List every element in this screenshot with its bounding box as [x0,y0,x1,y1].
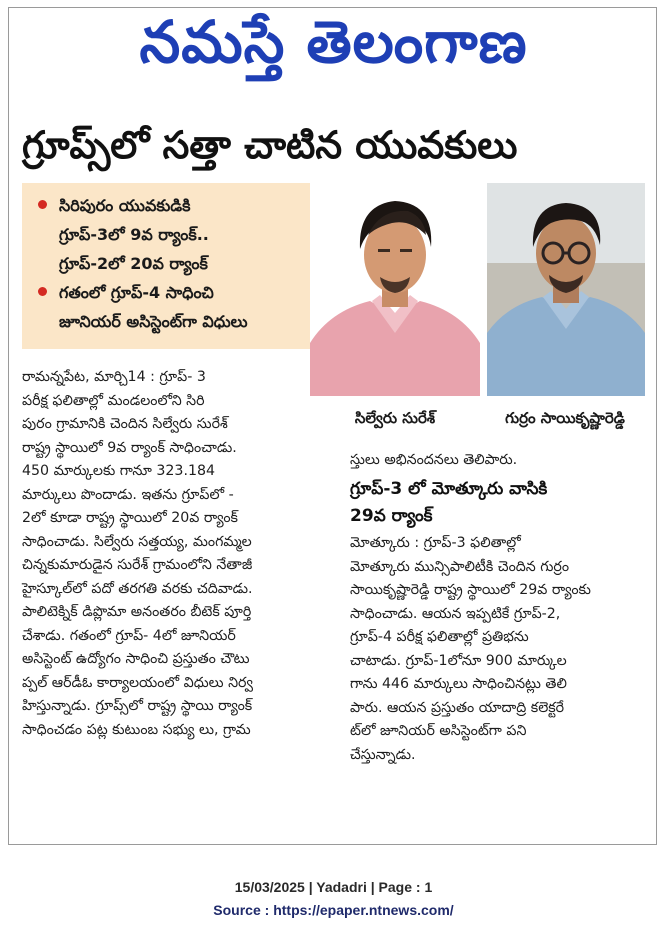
photo-saikrishna-reddy [487,183,645,396]
story-line: రామన్నపేట, మార్చి14 : గ్రూప్- 3 [22,369,206,385]
story-line: చాటాడు. గ్రూప్-1లోనూ 900 మార్కుల [350,652,567,669]
highlight-line: గతంలో గ్రూప్-4 సాధించి [59,283,214,302]
headline: గ్రూప్స్‌లో సత్తా చాటిన యువకులు [22,123,518,167]
story-continuation [350,449,646,473]
story-line: చేశాడు. గతంలో గ్రూప్- 4లో జూనియర్ [22,627,236,644]
masthead-logo: నమస్తే తెలంగాణ [139,8,528,76]
story-line: 2లో కూడా రాష్ట్ర స్థాయిలో 20వ ర్యాంక్ [22,510,238,526]
story-line: గాను 446 మార్కులు సాధించినట్లు తెలి [350,676,567,692]
story-left-column [22,366,322,742]
highlight-line: గ్రూప్-2లో 20వ ర్యాంక్ [59,254,208,273]
story-line: స్తులు అభినందనలు తెలిపారు. [350,452,518,468]
bullet-icon [38,287,47,296]
subheadline-line: 29వ ర్యాంక్ [350,506,433,526]
story-line: అసిస్టెంట్ ఉద్యోగం సాధించి ప్రస్తుతం చౌటు [22,651,250,667]
highlight-line: సిరిపురం యువకుడికి [59,196,191,215]
footer-source-link[interactable]: Source : https://epaper.ntnews.com/ [213,902,454,918]
highlight-item [34,191,328,278]
story-right-column [350,532,646,767]
story-line: సాధించాడు. ఆయన ఇప్పటికే గ్రూప్-2, [350,605,561,622]
story-line: చిన్నకుమారుడైన సురేశ్ గ్రామంలోని నేతాజీ [22,557,253,573]
photo-caption-right: గుర్రం సాయికృష్ణారెడ్డి [505,409,625,427]
story-line: పరీక్ష ఫలితాల్లో మండలంలోని సిరి [22,392,205,409]
subheadline [350,476,646,530]
highlight-line: గ్రూప్-3లో 9వ ర్యాంక్.. [59,225,209,244]
story-line: పాలిటెక్నిక్ డిప్లొమా అనంతరం బీటెక్ పూర్తి [22,604,252,620]
story-line: ట్‌లో జూనియర్ అసిస్టెంట్‌గా పని [350,723,527,739]
bullet-icon [38,200,47,209]
story-line: సాధించాడు. సిల్వేరు సత్తయ్య, మంగమ్మల [22,533,252,550]
story-line: సాధించడం పట్ల కుటుంబ సభ్యు లు, గ్రామ [22,721,251,738]
portrait-image [487,183,645,396]
story-line: హిస్తున్నాడు. గ్రూప్స్‌లో రాష్ట్ర స్థాయి ర్యాంక్ [22,698,253,714]
footer-dateline: 15/03/2025 | Yadadri | Page : 1 [234,879,433,895]
story-line: గ్రూప్-4 పరీక్ష ఫలితాల్లో ప్రతిభను [350,629,529,645]
story-line: ప్పల్ ఆర్‌డీఓ కార్యాలయంలో విధులు నిర్వ [22,674,253,691]
photo-caption-left: సిల్వేరు సురేశ్ [354,409,436,427]
story-line: సాయికృష్ణారెడ్డి రాష్ట్ర స్థాయిలో 29వ ర్యాంకు [350,582,591,598]
highlights-box [22,183,336,349]
story-line: మోత్కూరు : గ్రూప్-3 ఫలితాల్లో [350,535,521,551]
highlight-item [34,278,328,336]
story-line: మార్కులు పొందాడు. ఇతను గ్రూప్‌లో - [22,486,234,503]
story-line: రాష్ట్ర స్థాయిలో 9వ ర్యాంక్ సాధించాడు. [22,439,237,456]
story-line: పురం గ్రామానికి చెందిన సిల్వేరు సురేశ్ [22,416,228,432]
story-line: హైస్కూల్‌లో పదో తరగతి వరకు చదివాడు. [22,580,253,597]
photo-suresh [310,183,480,396]
subheadline-line: గ్రూప్-3 లో మోత్కూరు వాసికి [350,479,548,499]
portrait-image [310,183,480,396]
highlight-line: జూనియర్ అసిస్టెంట్‌గా విధులు [59,312,248,331]
story-line: మోత్కూరు మున్సిపాలిటీకి చెందిన గుర్రం [350,558,570,575]
story-line: చేస్తున్నాడు. [350,746,416,763]
story-line: 450 మార్కులకు గానూ 323.184 [22,463,216,479]
story-line: పారు. ఆయన ప్రస్తుతం యాదాద్రి కలెక్టరే [350,699,565,716]
